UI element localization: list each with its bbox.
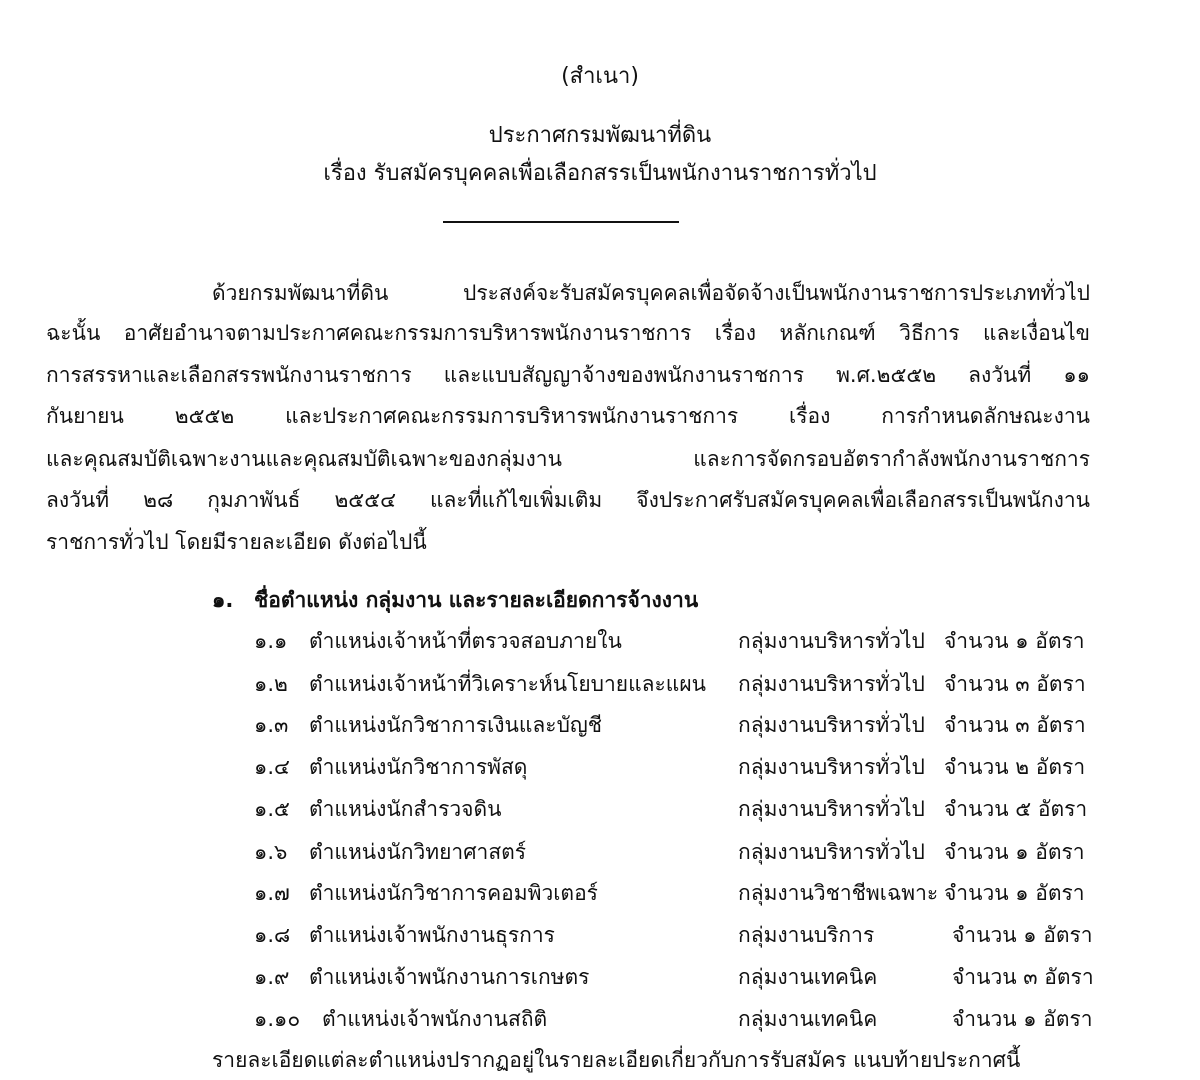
row-number: ๑.๕ [254, 797, 290, 821]
intro-line-3: การสรรหาและเลือกสรรพนักงานราชการ และแบบสัญญาจ้างของพนักงานราชการ พ.ศ.๒๕๕๒ ลงวันที่ ๑๑ [46, 363, 1090, 387]
footer-note: รายละเอียดแต่ละตำแหน่งปรากฏอยู่ในรายละเอียดเกี่ยวกับการรับสมัคร แนบท้ายประกาศนี้ [212, 1048, 1021, 1072]
row-position: ตำแหน่งนักวิชาการเงินและบัญชี [309, 713, 603, 737]
table-row [0, 962, 1200, 992]
row-group: กลุ่มงานบริหารทั่วไป [738, 755, 925, 779]
row-number: ๑.๙ [254, 965, 290, 989]
row-group: กลุ่มงานบริหารทั่วไป [738, 672, 925, 696]
title-divider [443, 221, 679, 223]
table-row [0, 710, 1200, 740]
row-position: ตำแหน่งเจ้าพนักงานธุรการ [309, 923, 555, 947]
table-row [0, 626, 1200, 656]
row-position: ตำแหน่งเจ้าหน้าที่ตรวจสอบภายใน [309, 629, 622, 653]
announcement-subject: เรื่อง รับสมัครบุคคลเพื่อเลือกสรรเป็นพนักงานราชการทั่วไป [323, 161, 877, 186]
row-number: ๑.๖ [254, 840, 288, 864]
row-count: จำนวน ๑ อัตรา [944, 629, 1085, 653]
row-count: จำนวน ๓ อัตรา [952, 965, 1094, 989]
intro-line-6: ลงวันที่ ๒๘ กุมภาพันธ์ ๒๕๕๔ และที่แก้ไขเพิ่มเติม จึงประกาศรับสมัครบุคคลเพื่อเลือกสรรเป็นพนักงาน [46, 488, 1090, 512]
row-count: จำนวน ๑ อัตรา [952, 1007, 1093, 1031]
row-group: กลุ่มงานเทคนิค [738, 965, 878, 989]
row-count: จำนวน ๓ อัตรา [944, 713, 1086, 737]
row-number: ๑.๑๐ [254, 1007, 301, 1031]
row-number: ๑.๘ [254, 923, 291, 947]
table-row [0, 752, 1200, 782]
intro-line-1: ด้วยกรมพัฒนาที่ดิน ประสงค์จะรับสมัครบุคคลเพื่อจัดจ้างเป็นพนักงานราชการประเภททั่วไป [212, 281, 1090, 305]
row-group: กลุ่มงานบริหารทั่วไป [738, 713, 925, 737]
row-position: ตำแหน่งนักสำรวจดิน [309, 797, 502, 821]
section-1-number: ๑. [212, 588, 234, 612]
copy-label: (สำเนา) [561, 64, 639, 89]
row-count: จำนวน ๕ อัตรา [944, 797, 1088, 821]
row-number: ๑.๔ [254, 755, 290, 779]
table-row [0, 878, 1200, 908]
row-count: จำนวน ๓ อัตรา [944, 672, 1086, 696]
row-position: ตำแหน่งนักวิชาการคอมพิวเตอร์ [309, 881, 598, 905]
row-count: จำนวน ๒ อัตรา [944, 755, 1086, 779]
row-number: ๑.๗ [254, 881, 290, 905]
row-position: ตำแหน่งนักวิทยาศาสตร์ [309, 840, 527, 864]
row-group: กลุ่มงานบริหารทั่วไป [738, 840, 925, 864]
row-group: กลุ่มงานเทคนิค [738, 1007, 878, 1031]
intro-line-4: กันยายน ๒๕๕๒ และประกาศคณะกรรมการบริหารพนักงานราชการ เรื่อง การกำหนดลักษณะงาน [46, 404, 1090, 428]
row-group: กลุ่มงานวิชาชีพเฉพาะ [738, 881, 939, 905]
table-row [0, 837, 1200, 867]
row-count: จำนวน ๑ อัตรา [952, 923, 1093, 947]
row-count: จำนวน ๑ อัตรา [944, 840, 1085, 864]
table-row [0, 794, 1200, 824]
table-row [0, 669, 1200, 699]
row-group: กลุ่มงานบริหารทั่วไป [738, 629, 925, 653]
row-group: กลุ่มงานบริหารทั่วไป [738, 797, 925, 821]
table-row [0, 1004, 1200, 1034]
row-number: ๑.๓ [254, 713, 289, 737]
row-position: ตำแหน่งเจ้าพนักงานการเกษตร [309, 965, 590, 989]
section-1-title: ชื่อตำแหน่ง กลุ่มงาน และรายละเอียดการจ้างงาน [254, 588, 699, 612]
table-row [0, 920, 1200, 950]
intro-line-2: ฉะนั้น อาศัยอำนาจตามประกาศคณะกรรมการบริหารพนักงานราชการ เรื่อง หลักเกณฑ์ วิธีการ และเงื่อนไข [46, 321, 1090, 345]
intro-line-5: และคุณสมบัติเฉพาะงานและคุณสมบัติเฉพาะของกลุ่มงาน และการจัดกรอบอัตรากำลังพนักงานราชการ [46, 447, 1090, 471]
section-1-heading [212, 585, 698, 615]
row-number: ๑.๑ [254, 629, 288, 653]
row-position: ตำแหน่งเจ้าพนักงานสถิติ [322, 1007, 548, 1031]
announcement-title: ประกาศกรมพัฒนาที่ดิน [488, 123, 712, 148]
row-position: ตำแหน่งนักวิชาการพัสดุ [309, 755, 528, 779]
row-group: กลุ่มงานบริการ [738, 923, 875, 947]
row-position: ตำแหน่งเจ้าหน้าที่วิเคราะห์นโยบายและแผน [309, 672, 706, 696]
row-count: จำนวน ๑ อัตรา [944, 881, 1085, 905]
intro-line-7: ราชการทั่วไป โดยมีรายละเอียด ดังต่อไปนี้ [46, 530, 427, 554]
row-number: ๑.๒ [254, 672, 288, 696]
